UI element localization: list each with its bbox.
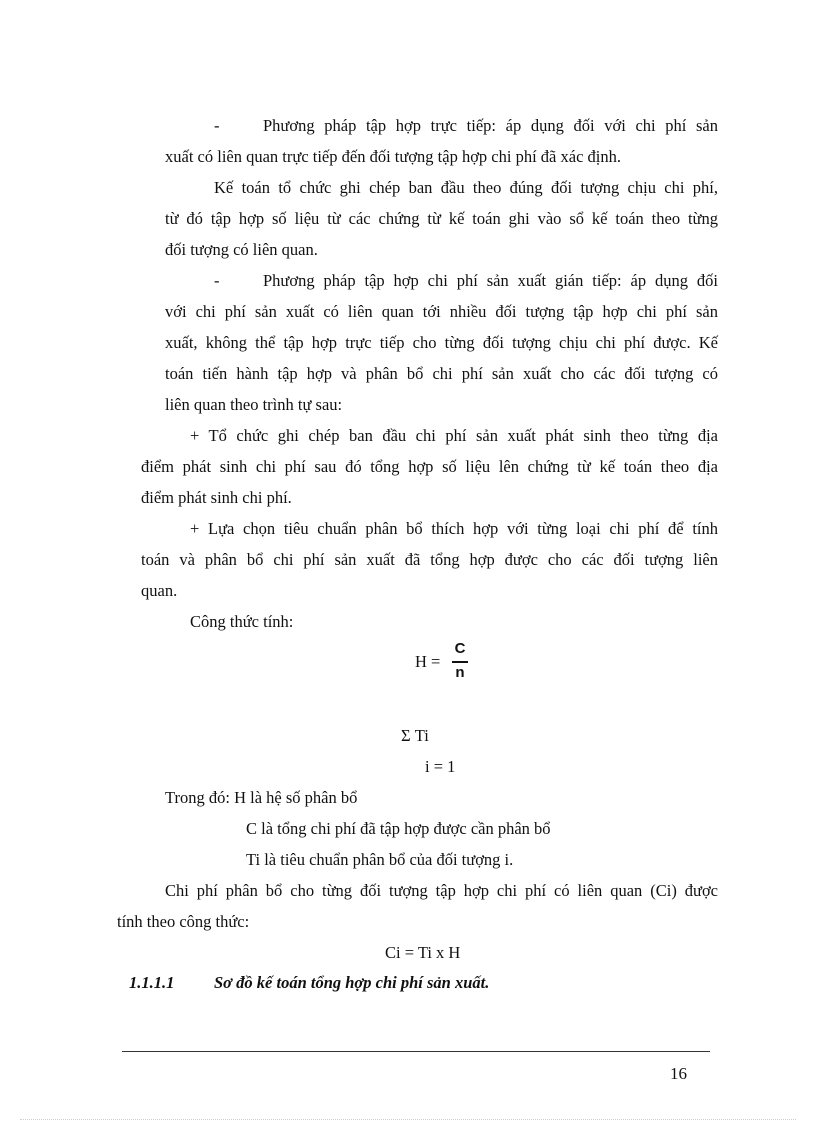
where-line: C là tổng chi phí đã tập hợp được cần phân bổ	[246, 819, 551, 838]
formula-sum-index: i = 1	[425, 757, 456, 776]
bullet-dash: -	[214, 116, 220, 135]
paragraph-line: Kế toán tổ chức ghi chép ban đầu theo đúng đối tượng chịu chi phí,	[214, 178, 718, 197]
bullet-dash: -	[214, 271, 220, 290]
section-number: 1.1.1.1	[129, 973, 175, 992]
paragraph-line: liên quan theo trình tự sau:	[165, 395, 343, 414]
paragraph-line: + Tổ chức ghi chép ban đầu chi phí sản xuất phát sinh theo từng địa	[190, 426, 718, 445]
paragraph-line: Chi phí phân bổ cho từng đối tượng tập hợp chi phí có liên quan (Ci) được	[165, 881, 718, 900]
paragraph-line: xuất, không thể tập hợp trực tiếp cho từng đối tượng chịu chi phí được. Kế	[165, 333, 718, 352]
paragraph-line: Phương pháp tập hợp trực tiếp: áp dụng đối với chi phí sản	[263, 116, 718, 135]
paragraph-line: tính theo công thức:	[117, 912, 250, 931]
paragraph-line: Phương pháp tập hợp chi phí sản xuất gián tiếp: áp dụng đối	[263, 271, 718, 290]
where-line: Trong đó: H là hệ số phân bổ	[165, 788, 358, 807]
formula-ci: Ci = Ti x H	[385, 943, 461, 962]
paragraph-line: toán tiến hành tập hợp và phân bổ chi phí sản xuất cho các đối tượng có	[165, 364, 718, 383]
formula-numerator: C	[454, 640, 466, 657]
paragraph-line: với chi phí sản xuất có liên quan tới nhiều đối tượng tập hợp chi phí sản	[165, 302, 718, 321]
where-line: Ti là tiêu chuẩn phân bổ của đối tượng i.	[246, 850, 514, 869]
paragraph-line: đối tượng có liên quan.	[165, 240, 318, 259]
paragraph-line: điểm phát sinh chi phí sau đó tổng hợp số liệu lên chứng từ kế toán theo địa	[141, 457, 718, 476]
footer-rule	[122, 1051, 710, 1052]
paragraph-line: quan.	[141, 581, 178, 600]
fraction-bar	[452, 661, 468, 663]
paragraph-line: từ đó tập hợp số liệu từ các chứng từ kế toán ghi vào sổ kế toán theo từng	[165, 209, 718, 228]
paragraph-line: điểm phát sinh chi phí.	[141, 488, 292, 507]
formula-sum: Σ Ti	[401, 726, 429, 745]
section-title: Sơ đồ kế toán tổng hợp chi phí sản xuất.	[214, 973, 490, 992]
paragraph-line: + Lựa chọn tiêu chuẩn phân bổ thích hợp với từng loại chi phí để tính	[190, 519, 718, 538]
page-number: 16	[670, 1064, 687, 1083]
formula-denominator: n	[455, 664, 465, 681]
formula-lhs: H =	[415, 652, 441, 671]
paragraph-line: xuất có liên quan trực tiếp đến đối tượng tập hợp chi phí đã xác định.	[165, 147, 621, 166]
paragraph-line: toán và phân bổ chi phí sản xuất đã tổng hợp được cho các đối tượng liên	[141, 550, 718, 569]
formula-label: Công thức tính:	[190, 612, 294, 631]
page-bottom-border	[20, 1119, 796, 1120]
